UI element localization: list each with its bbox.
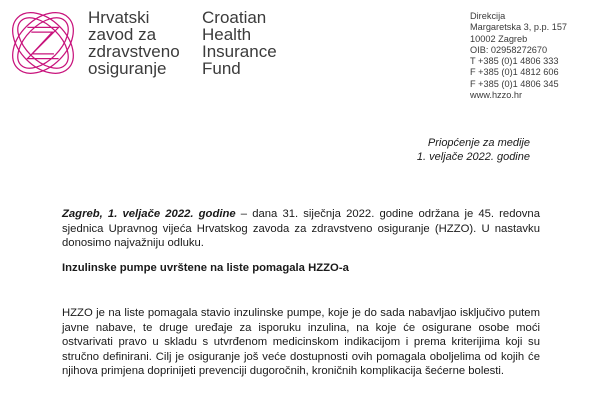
press-release-label: Priopćenje za medije [427, 137, 530, 149]
org-name-line: zavod za [88, 25, 157, 44]
org-name-line: Health [202, 25, 252, 44]
org-name-line: osiguranje [88, 59, 167, 78]
contact-city: 10002 Zagreb [470, 33, 528, 44]
contact-block [470, 11, 567, 101]
contact-department: Direkcija [470, 11, 506, 21]
contact-fax-1: F +385 (0)1 4812 606 [470, 67, 559, 78]
section-heading: Inzulinske pumpe uvrštene na liste pomagala HZZO-a [62, 262, 349, 274]
intro-lead: Zagreb, 1. veljače 2022. godine [62, 208, 236, 220]
hzzo-logo-icon [4, 4, 82, 82]
org-name-line: zdravstveno [88, 42, 180, 61]
contact-phone: T +385 (0)1 4806 333 [470, 56, 559, 67]
intro-paragraph [62, 207, 540, 251]
org-name-line: Croatian [202, 8, 267, 27]
org-name-line: Fund [202, 59, 241, 78]
org-name-line: Hrvatski [88, 8, 150, 27]
press-release-info [380, 136, 530, 164]
org-name-croatian [88, 9, 180, 77]
contact-address: Margaretska 3, p.p. 157 [470, 22, 568, 33]
contact-oib: OIB: 02958272670 [470, 44, 548, 55]
body-paragraph: HZZO je na liste pomagala stavio inzulinske pumpe, koje je do sada nabavljao isključivo putem javne nabave, te druge uređaje za isporuku inzulina, na koje će osigurane osobe moći ostvarivati pravo u skladu s utvrđenom medicinskom indikacijom i prema kriterijima koji su stručno definirani. Cilj je osiguranje još veće dostupnosti ovih pomagala oboljelima od kojih će njihova primjena doprinijeti prevenciji dugoročnih, kroničnih komplikacija šećerne bolesti. [62, 307, 540, 378]
contact-website-link[interactable]: www.hzzo.hr [470, 90, 523, 101]
org-name-english [202, 9, 277, 77]
contact-fax-2: F +385 (0)1 4806 345 [470, 78, 559, 89]
org-name-line: Insurance [202, 42, 277, 61]
intro-text: – dana 31. siječnja 2022. godine održana je 45. redovna sjednica Upravnog vijeća Hrvatskog zavoda za zdravstveno osiguranje (HZZO). U nastavku donosimo najvažniju odluku. [62, 208, 540, 250]
press-release-date: 1. veljače 2022. godine [416, 151, 530, 163]
